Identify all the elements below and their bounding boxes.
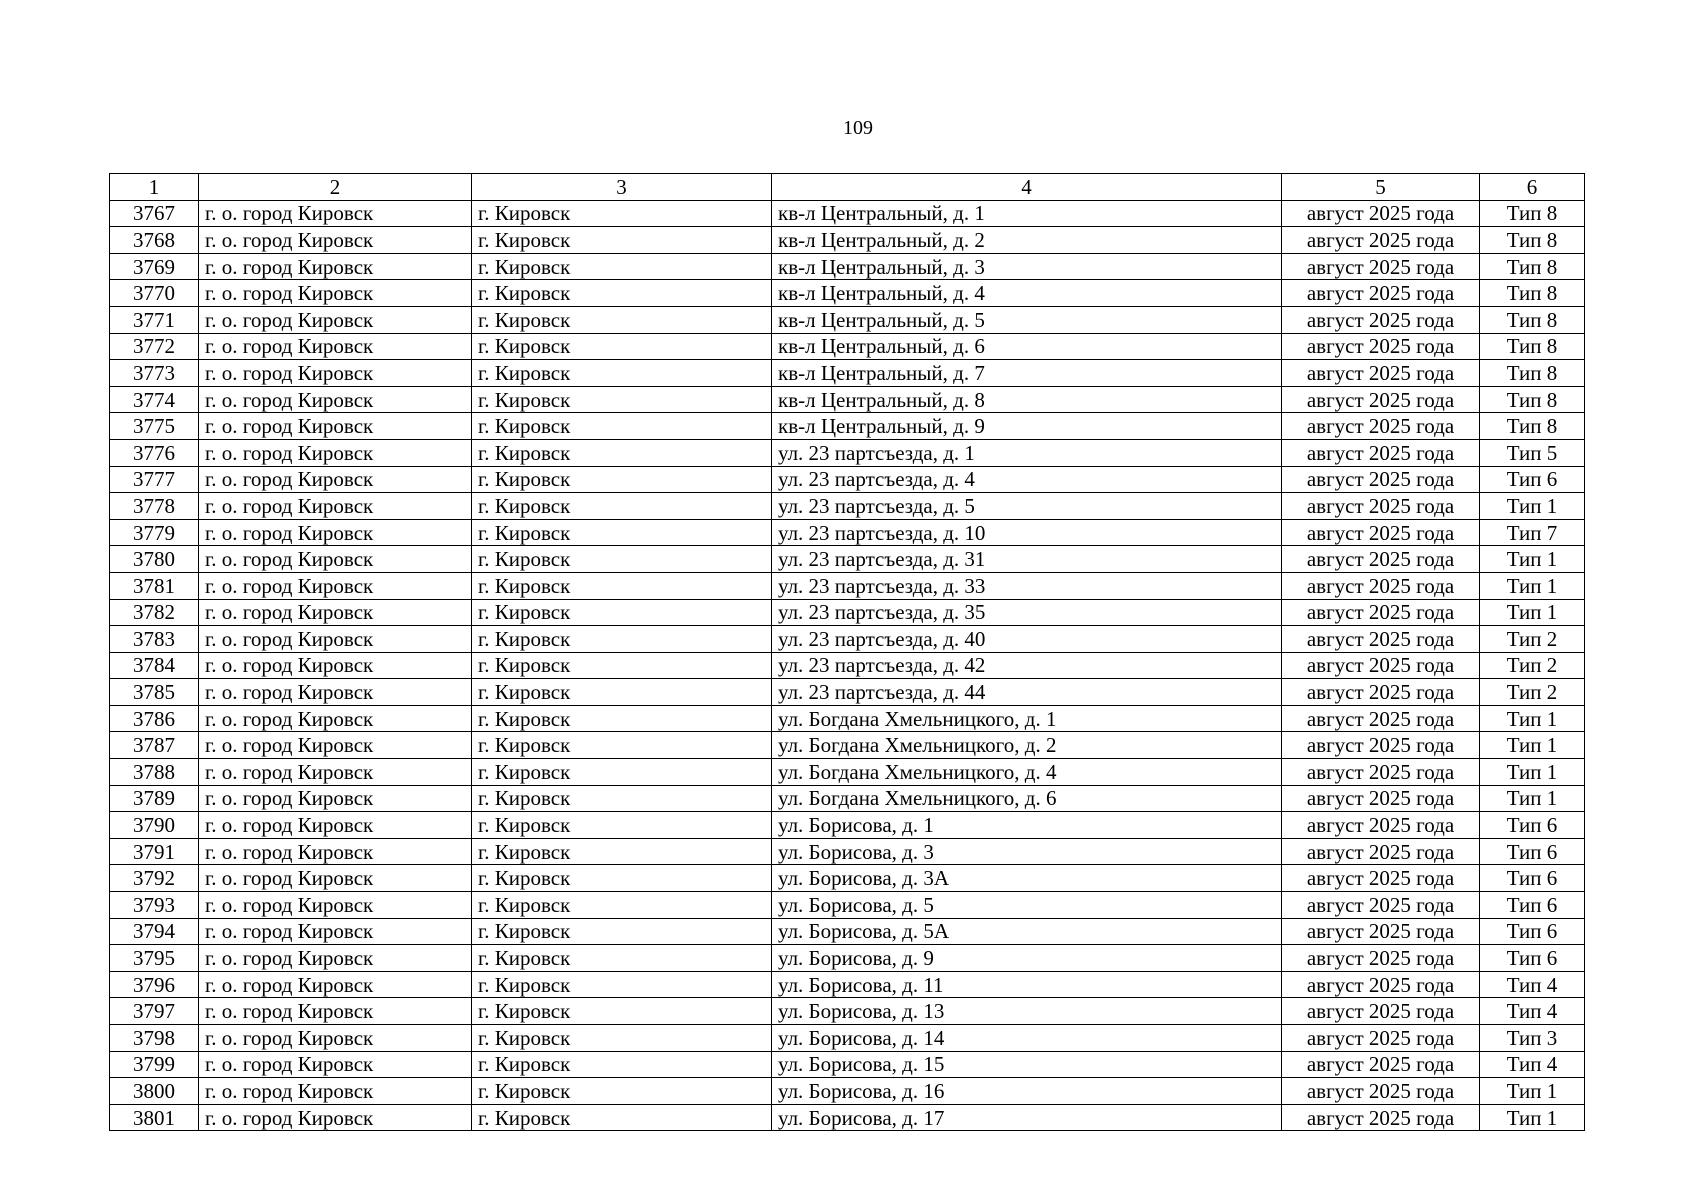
municipality-cell: г. о. город Кировск <box>199 998 472 1025</box>
settlement-cell: г. Кировск <box>472 971 772 998</box>
address-cell: ул. 23 партсъезда, д. 5 <box>772 493 1282 520</box>
municipality-cell: г. о. город Кировск <box>199 253 472 280</box>
table-row <box>110 493 1585 520</box>
table-row <box>110 519 1585 546</box>
settlement-cell: г. Кировск <box>472 626 772 653</box>
table-row <box>110 626 1585 653</box>
type-cell: Тип 8 <box>1480 413 1585 440</box>
date-cell: август 2025 года <box>1282 679 1480 706</box>
type-cell: Тип 1 <box>1480 572 1585 599</box>
address-cell: кв-л Центральный, д. 8 <box>772 386 1282 413</box>
address-cell: ул. 23 партсъезда, д. 42 <box>772 652 1282 679</box>
settlement-cell: г. Кировск <box>472 759 772 786</box>
settlement-cell: г. Кировск <box>472 599 772 626</box>
type-cell: Тип 6 <box>1480 466 1585 493</box>
type-cell: Тип 6 <box>1480 838 1585 865</box>
date-cell: август 2025 года <box>1282 892 1480 919</box>
row-number-cell: 3769 <box>110 253 199 280</box>
date-cell: август 2025 года <box>1282 333 1480 360</box>
row-number-cell: 3791 <box>110 838 199 865</box>
date-cell: август 2025 года <box>1282 413 1480 440</box>
type-cell: Тип 6 <box>1480 812 1585 839</box>
municipality-cell: г. о. город Кировск <box>199 865 472 892</box>
type-cell: Тип 6 <box>1480 865 1585 892</box>
municipality-cell: г. о. город Кировск <box>199 1104 472 1131</box>
address-cell: ул. 23 партсъезда, д. 10 <box>772 519 1282 546</box>
date-cell: август 2025 года <box>1282 200 1480 227</box>
municipality-cell: г. о. город Кировск <box>199 838 472 865</box>
municipality-cell: г. о. город Кировск <box>199 546 472 573</box>
municipality-cell: г. о. город Кировск <box>199 572 472 599</box>
date-cell: август 2025 года <box>1282 1104 1480 1131</box>
address-cell: ул. Борисова, д. 3А <box>772 865 1282 892</box>
column-header-3: 3 <box>472 174 772 201</box>
date-cell: август 2025 года <box>1282 519 1480 546</box>
municipality-cell: г. о. город Кировск <box>199 812 472 839</box>
type-cell: Тип 8 <box>1480 306 1585 333</box>
municipality-cell: г. о. город Кировск <box>199 519 472 546</box>
table-row <box>110 838 1585 865</box>
address-cell: ул. 23 партсъезда, д. 1 <box>772 439 1282 466</box>
address-cell: ул. Борисова, д. 13 <box>772 998 1282 1025</box>
municipality-cell: г. о. город Кировск <box>199 785 472 812</box>
settlement-cell: г. Кировск <box>472 439 772 466</box>
table-row <box>110 572 1585 599</box>
row-number-cell: 3794 <box>110 918 199 945</box>
type-cell: Тип 8 <box>1480 200 1585 227</box>
address-cell: ул. Богдана Хмельницкого, д. 2 <box>772 732 1282 759</box>
settlement-cell: г. Кировск <box>472 306 772 333</box>
type-cell: Тип 8 <box>1480 386 1585 413</box>
date-cell: август 2025 года <box>1282 386 1480 413</box>
table-header <box>110 174 1585 201</box>
table-row <box>110 732 1585 759</box>
row-number-cell: 3778 <box>110 493 199 520</box>
table-row <box>110 705 1585 732</box>
settlement-cell: г. Кировск <box>472 1051 772 1078</box>
page-number: 109 <box>843 117 873 139</box>
settlement-cell: г. Кировск <box>472 546 772 573</box>
type-cell: Тип 8 <box>1480 333 1585 360</box>
address-cell: ул. 23 партсъезда, д. 40 <box>772 626 1282 653</box>
municipality-cell: г. о. город Кировск <box>199 386 472 413</box>
date-cell: август 2025 года <box>1282 253 1480 280</box>
date-cell: август 2025 года <box>1282 812 1480 839</box>
settlement-cell: г. Кировск <box>472 1025 772 1052</box>
row-number-cell: 3784 <box>110 652 199 679</box>
row-number-cell: 3779 <box>110 519 199 546</box>
municipality-cell: г. о. город Кировск <box>199 705 472 732</box>
settlement-cell: г. Кировск <box>472 945 772 972</box>
table-row <box>110 1051 1585 1078</box>
address-cell: ул. Борисова, д. 9 <box>772 945 1282 972</box>
row-number-cell: 3785 <box>110 679 199 706</box>
address-cell: ул. Борисова, д. 5А <box>772 918 1282 945</box>
type-cell: Тип 7 <box>1480 519 1585 546</box>
type-cell: Тип 1 <box>1480 1104 1585 1131</box>
municipality-cell: г. о. город Кировск <box>199 599 472 626</box>
settlement-cell: г. Кировск <box>472 413 772 440</box>
table-row <box>110 998 1585 1025</box>
settlement-cell: г. Кировск <box>472 838 772 865</box>
settlement-cell: г. Кировск <box>472 679 772 706</box>
type-cell: Тип 6 <box>1480 892 1585 919</box>
date-cell: август 2025 года <box>1282 759 1480 786</box>
date-cell: август 2025 года <box>1282 945 1480 972</box>
row-number-cell: 3801 <box>110 1104 199 1131</box>
date-cell: август 2025 года <box>1282 280 1480 307</box>
date-cell: август 2025 года <box>1282 918 1480 945</box>
date-cell: август 2025 года <box>1282 1078 1480 1105</box>
row-number-cell: 3798 <box>110 1025 199 1052</box>
date-cell: август 2025 года <box>1282 1025 1480 1052</box>
table-row <box>110 652 1585 679</box>
date-cell: август 2025 года <box>1282 732 1480 759</box>
table-row <box>110 1104 1585 1131</box>
address-cell: кв-л Центральный, д. 9 <box>772 413 1282 440</box>
row-number-cell: 3777 <box>110 466 199 493</box>
address-cell: кв-л Центральный, д. 6 <box>772 333 1282 360</box>
type-cell: Тип 2 <box>1480 679 1585 706</box>
address-cell: кв-л Центральный, д. 4 <box>772 280 1282 307</box>
date-cell: август 2025 года <box>1282 652 1480 679</box>
settlement-cell: г. Кировск <box>472 732 772 759</box>
row-number-cell: 3795 <box>110 945 199 972</box>
municipality-cell: г. о. город Кировск <box>199 679 472 706</box>
date-cell: август 2025 года <box>1282 599 1480 626</box>
row-number-cell: 3773 <box>110 360 199 387</box>
address-cell: ул. Борисова, д. 15 <box>772 1051 1282 1078</box>
type-cell: Тип 2 <box>1480 652 1585 679</box>
row-number-cell: 3783 <box>110 626 199 653</box>
type-cell: Тип 1 <box>1480 705 1585 732</box>
municipality-cell: г. о. город Кировск <box>199 466 472 493</box>
header-row <box>110 174 1585 201</box>
municipality-cell: г. о. город Кировск <box>199 1051 472 1078</box>
settlement-cell: г. Кировск <box>472 227 772 254</box>
type-cell: Тип 1 <box>1480 599 1585 626</box>
settlement-cell: г. Кировск <box>472 812 772 839</box>
municipality-cell: г. о. город Кировск <box>199 413 472 440</box>
date-cell: август 2025 года <box>1282 785 1480 812</box>
address-cell: ул. 23 партсъезда, д. 4 <box>772 466 1282 493</box>
table-row <box>110 1078 1585 1105</box>
table-row <box>110 439 1585 466</box>
type-cell: Тип 8 <box>1480 227 1585 254</box>
date-cell: август 2025 года <box>1282 306 1480 333</box>
column-header-6: 6 <box>1480 174 1585 201</box>
type-cell: Тип 1 <box>1480 1078 1585 1105</box>
address-cell: ул. Борисова, д. 11 <box>772 971 1282 998</box>
table-row <box>110 865 1585 892</box>
municipality-cell: г. о. город Кировск <box>199 626 472 653</box>
address-cell: ул. Борисова, д. 5 <box>772 892 1282 919</box>
municipality-cell: г. о. город Кировск <box>199 439 472 466</box>
date-cell: август 2025 года <box>1282 971 1480 998</box>
address-cell: ул. Богдана Хмельницкого, д. 1 <box>772 705 1282 732</box>
municipality-cell: г. о. город Кировск <box>199 333 472 360</box>
municipality-cell: г. о. город Кировск <box>199 280 472 307</box>
table-row <box>110 785 1585 812</box>
settlement-cell: г. Кировск <box>472 333 772 360</box>
date-cell: август 2025 года <box>1282 838 1480 865</box>
settlement-cell: г. Кировск <box>472 1078 772 1105</box>
municipality-cell: г. о. город Кировск <box>199 732 472 759</box>
date-cell: август 2025 года <box>1282 705 1480 732</box>
type-cell: Тип 1 <box>1480 493 1585 520</box>
table-row <box>110 546 1585 573</box>
table-row <box>110 945 1585 972</box>
type-cell: Тип 1 <box>1480 759 1585 786</box>
date-cell: август 2025 года <box>1282 439 1480 466</box>
row-number-cell: 3790 <box>110 812 199 839</box>
settlement-cell: г. Кировск <box>472 652 772 679</box>
table-row <box>110 280 1585 307</box>
row-number-cell: 3768 <box>110 227 199 254</box>
settlement-cell: г. Кировск <box>472 519 772 546</box>
table-row <box>110 253 1585 280</box>
settlement-cell: г. Кировск <box>472 892 772 919</box>
type-cell: Тип 5 <box>1480 439 1585 466</box>
row-number-cell: 3780 <box>110 546 199 573</box>
type-cell: Тип 3 <box>1480 1025 1585 1052</box>
municipality-cell: г. о. город Кировск <box>199 360 472 387</box>
type-cell: Тип 8 <box>1480 280 1585 307</box>
address-cell: ул. Борисова, д. 14 <box>772 1025 1282 1052</box>
table-row <box>110 360 1585 387</box>
type-cell: Тип 4 <box>1480 971 1585 998</box>
municipality-cell: г. о. город Кировск <box>199 892 472 919</box>
column-header-1: 1 <box>110 174 199 201</box>
row-number-cell: 3772 <box>110 333 199 360</box>
settlement-cell: г. Кировск <box>472 493 772 520</box>
settlement-cell: г. Кировск <box>472 360 772 387</box>
table-row <box>110 599 1585 626</box>
address-cell: ул. Борисова, д. 3 <box>772 838 1282 865</box>
date-cell: август 2025 года <box>1282 572 1480 599</box>
row-number-cell: 3797 <box>110 998 199 1025</box>
address-cell: ул. 23 партсъезда, д. 44 <box>772 679 1282 706</box>
settlement-cell: г. Кировск <box>472 200 772 227</box>
settlement-cell: г. Кировск <box>472 253 772 280</box>
table-row <box>110 413 1585 440</box>
row-number-cell: 3796 <box>110 971 199 998</box>
table-row <box>110 1025 1585 1052</box>
municipality-cell: г. о. город Кировск <box>199 200 472 227</box>
row-number-cell: 3775 <box>110 413 199 440</box>
data-table <box>109 173 1585 1131</box>
row-number-cell: 3782 <box>110 599 199 626</box>
row-number-cell: 3792 <box>110 865 199 892</box>
column-header-5: 5 <box>1282 174 1480 201</box>
date-cell: август 2025 года <box>1282 466 1480 493</box>
date-cell: август 2025 года <box>1282 998 1480 1025</box>
address-cell: кв-л Центральный, д. 2 <box>772 227 1282 254</box>
table-row <box>110 679 1585 706</box>
table-row <box>110 386 1585 413</box>
type-cell: Тип 2 <box>1480 626 1585 653</box>
municipality-cell: г. о. город Кировск <box>199 759 472 786</box>
type-cell: Тип 1 <box>1480 785 1585 812</box>
settlement-cell: г. Кировск <box>472 1104 772 1131</box>
type-cell: Тип 4 <box>1480 1051 1585 1078</box>
municipality-cell: г. о. город Кировск <box>199 227 472 254</box>
type-cell: Тип 1 <box>1480 732 1585 759</box>
date-cell: август 2025 года <box>1282 626 1480 653</box>
table-row <box>110 227 1585 254</box>
address-cell: ул. Борисова, д. 1 <box>772 812 1282 839</box>
type-cell: Тип 8 <box>1480 360 1585 387</box>
address-cell: ул. 23 партсъезда, д. 31 <box>772 546 1282 573</box>
type-cell: Тип 4 <box>1480 998 1585 1025</box>
row-number-cell: 3786 <box>110 705 199 732</box>
table-row <box>110 812 1585 839</box>
row-number-cell: 3800 <box>110 1078 199 1105</box>
row-number-cell: 3771 <box>110 306 199 333</box>
table-row <box>110 759 1585 786</box>
type-cell: Тип 1 <box>1480 546 1585 573</box>
address-cell: кв-л Центральный, д. 1 <box>772 200 1282 227</box>
table-body <box>110 200 1585 1131</box>
row-number-cell: 3781 <box>110 572 199 599</box>
table-row <box>110 892 1585 919</box>
settlement-cell: г. Кировск <box>472 466 772 493</box>
row-number-cell: 3770 <box>110 280 199 307</box>
table-row <box>110 918 1585 945</box>
date-cell: август 2025 года <box>1282 493 1480 520</box>
date-cell: август 2025 года <box>1282 360 1480 387</box>
settlement-cell: г. Кировск <box>472 386 772 413</box>
settlement-cell: г. Кировск <box>472 785 772 812</box>
settlement-cell: г. Кировск <box>472 998 772 1025</box>
row-number-cell: 3789 <box>110 785 199 812</box>
municipality-cell: г. о. город Кировск <box>199 306 472 333</box>
table-row <box>110 200 1585 227</box>
settlement-cell: г. Кировск <box>472 572 772 599</box>
municipality-cell: г. о. город Кировск <box>199 493 472 520</box>
municipality-cell: г. о. город Кировск <box>199 1078 472 1105</box>
address-cell: кв-л Центральный, д. 7 <box>772 360 1282 387</box>
row-number-cell: 3799 <box>110 1051 199 1078</box>
settlement-cell: г. Кировск <box>472 865 772 892</box>
column-header-4: 4 <box>772 174 1282 201</box>
settlement-cell: г. Кировск <box>472 705 772 732</box>
date-cell: август 2025 года <box>1282 227 1480 254</box>
type-cell: Тип 6 <box>1480 945 1585 972</box>
row-number-cell: 3774 <box>110 386 199 413</box>
address-cell: ул. Богдана Хмельницкого, д. 6 <box>772 785 1282 812</box>
address-cell: ул. Богдана Хмельницкого, д. 4 <box>772 759 1282 786</box>
table-row <box>110 971 1585 998</box>
municipality-cell: г. о. город Кировск <box>199 1025 472 1052</box>
row-number-cell: 3767 <box>110 200 199 227</box>
settlement-cell: г. Кировск <box>472 918 772 945</box>
date-cell: август 2025 года <box>1282 1051 1480 1078</box>
row-number-cell: 3793 <box>110 892 199 919</box>
row-number-cell: 3788 <box>110 759 199 786</box>
row-number-cell: 3776 <box>110 439 199 466</box>
address-cell: ул. 23 партсъезда, д. 33 <box>772 572 1282 599</box>
table-row <box>110 466 1585 493</box>
settlement-cell: г. Кировск <box>472 280 772 307</box>
table-row <box>110 306 1585 333</box>
table-row <box>110 333 1585 360</box>
address-cell: ул. 23 партсъезда, д. 35 <box>772 599 1282 626</box>
address-cell: кв-л Центральный, д. 3 <box>772 253 1282 280</box>
municipality-cell: г. о. город Кировск <box>199 971 472 998</box>
type-cell: Тип 8 <box>1480 253 1585 280</box>
address-cell: кв-л Центральный, д. 5 <box>772 306 1282 333</box>
type-cell: Тип 6 <box>1480 918 1585 945</box>
date-cell: август 2025 года <box>1282 546 1480 573</box>
date-cell: август 2025 года <box>1282 865 1480 892</box>
municipality-cell: г. о. город Кировск <box>199 918 472 945</box>
municipality-cell: г. о. город Кировск <box>199 945 472 972</box>
column-header-2: 2 <box>199 174 472 201</box>
address-cell: ул. Борисова, д. 16 <box>772 1078 1282 1105</box>
address-cell: ул. Борисова, д. 17 <box>772 1104 1282 1131</box>
row-number-cell: 3787 <box>110 732 199 759</box>
municipality-cell: г. о. город Кировск <box>199 652 472 679</box>
